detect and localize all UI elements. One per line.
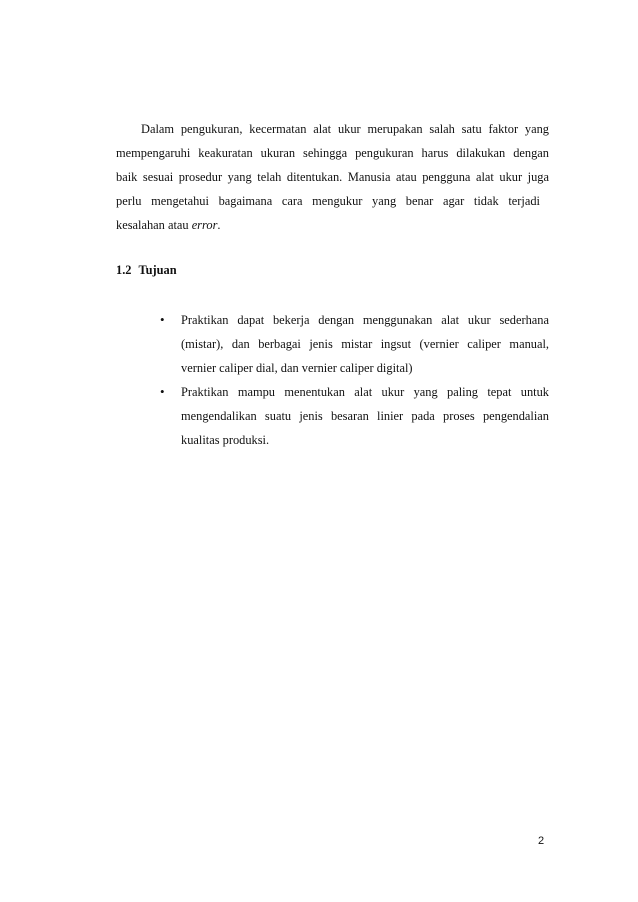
bullet-1-line-3: vernier caliper dial, dan vernier caliper digital) [181,361,413,375]
paragraph-line-4: perlu mengetahui bagaimana cara mengukur yang benar agar tidak terjadi [116,194,540,208]
paragraph-line-2: mempengaruhi keakuratan ukuran sehingga pengukuran harus dilakukan dengan [116,146,549,160]
bullet-2-line-2: mengendalikan suatu jenis besaran linier pada proses pengendalian [181,409,549,423]
section-title: Tujuan [138,263,177,277]
bullet-2-line-3: kualitas produksi. [181,433,270,447]
paragraph-line-1: Dalam pengukuran, kecermatan alat ukur merupakan salah satu faktor yang [141,122,549,136]
section-number: 1.2 [116,263,132,277]
paragraph-line-5-suffix: . [217,218,221,232]
bullet-1-symbol: • [160,312,165,327]
paragraph-italic-term: error [191,218,218,232]
bullet-1-line-2: (mistar), dan berbagai jenis mistar ingsut (vernier caliper manual, [181,337,549,351]
bullet-2-line-1: Praktikan mampu menentukan alat ukur yang paling tepat untuk [181,385,549,399]
section-heading [116,262,177,278]
bullet-1-line-1: Praktikan dapat bekerja dengan menggunakan alat ukur sederhana [181,313,549,327]
paragraph-line-3: baik sesuai prosedur yang telah ditentukan. Manusia atau pengguna alat ukur juga [116,170,549,184]
bullet-2-symbol: • [160,384,165,399]
page-number: 2 [538,835,545,847]
paragraph-line-5-prefix: kesalahan atau [116,218,192,232]
paragraph-line-5 [116,217,221,233]
